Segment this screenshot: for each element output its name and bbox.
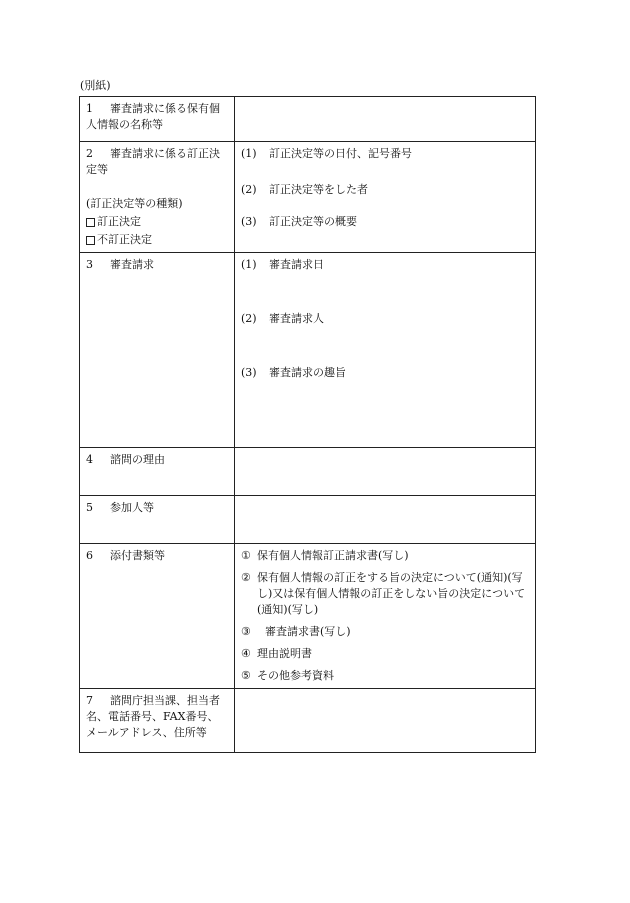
option-label: 不訂正決定 <box>97 233 152 246</box>
row-7-label-cell <box>80 689 235 753</box>
row-3-label-cell <box>80 253 235 448</box>
row-5-label-cell <box>80 496 235 544</box>
list-item: ④ 理由説明書 <box>241 647 312 660</box>
list-item: (1) 審査請求日 <box>241 258 324 271</box>
row-6-label-cell <box>80 544 235 689</box>
row-1-label-cell <box>80 97 235 142</box>
row-5-value-cell[interactable] <box>235 496 536 544</box>
document-heading: (別紙) <box>80 79 111 92</box>
row-label: 審査請求に係る訂正決定等 <box>86 147 220 176</box>
table-row-4 <box>80 448 536 496</box>
row-2-value-cell <box>235 142 536 253</box>
table-row-2 <box>80 142 536 253</box>
option-non-correction[interactable] <box>86 232 228 248</box>
list-item: (2) 訂正決定等をした者 <box>241 183 368 196</box>
row-number: 4 <box>86 453 93 466</box>
table-row-7 <box>80 689 536 753</box>
table-row-6 <box>80 544 536 689</box>
checkbox-icon[interactable] <box>86 218 95 227</box>
row-label: 諮問庁担当課、担当者名、電話番号、FAX番号、メールアドレス、住所等 <box>86 694 220 739</box>
option-correction[interactable] <box>86 214 228 230</box>
row-2-label-cell <box>80 142 235 253</box>
list-item: ⑤ その他参考資料 <box>241 669 334 682</box>
form-table <box>79 96 536 753</box>
table-row-5 <box>80 496 536 544</box>
row-3-value-cell <box>235 253 536 448</box>
row-number: 2 <box>86 147 93 160</box>
row-label: 添付書類等 <box>110 549 165 562</box>
row-number: 3 <box>86 258 93 271</box>
row-number: 7 <box>86 694 93 707</box>
row-4-value-cell[interactable] <box>235 448 536 496</box>
checkbox-icon[interactable] <box>86 236 95 245</box>
list-item: ③ 審査請求書(写し) <box>241 625 351 638</box>
row-number: 5 <box>86 501 93 514</box>
list-item: (2) 審査請求人 <box>241 312 324 325</box>
list-item: (1) 訂正決定等の日付、記号番号 <box>241 147 412 160</box>
table-row-1 <box>80 97 536 142</box>
row-number: 1 <box>86 102 93 115</box>
row-label: 審査請求 <box>110 258 154 271</box>
list-item: ② 保有個人情報の訂正をする旨の決定について(通知)(写し)又は保有個人情報の訂正をしない旨の決定について(通知)(写し) <box>241 571 526 616</box>
row-label: 諮問の理由 <box>110 453 165 466</box>
row-label: 審査請求に係る保有個人情報の名称等 <box>86 102 220 131</box>
type-caption: (訂正決定等の種類) <box>86 197 183 210</box>
row-number: 6 <box>86 549 93 562</box>
list-item: (3) 審査請求の趣旨 <box>241 366 346 379</box>
list-item: ① 保有個人情報訂正請求書(写し) <box>241 549 409 562</box>
row-label: 参加人等 <box>110 501 154 514</box>
table-row-3 <box>80 253 536 448</box>
row-6-value-cell <box>235 544 536 689</box>
list-item: (3) 訂正決定等の概要 <box>241 215 357 228</box>
option-label: 訂正決定 <box>97 215 141 228</box>
row-4-label-cell <box>80 448 235 496</box>
row-1-value-cell[interactable] <box>235 97 536 142</box>
row-7-value-cell[interactable] <box>235 689 536 753</box>
